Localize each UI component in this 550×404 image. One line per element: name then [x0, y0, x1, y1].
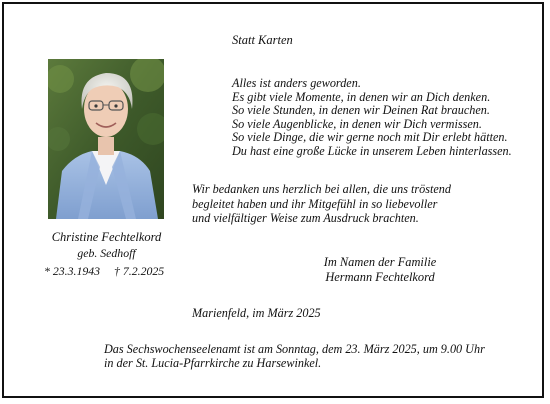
- poem-line: So viele Stunden, in denen wir Deinen Rat brauchen.: [232, 103, 490, 118]
- mass-line: Das Sechswochenseelenamt ist am Sonntag, dem 23. März 2025, um 9.00 Uhr: [104, 342, 485, 356]
- portrait-photo: [48, 59, 164, 219]
- birth-date: * 23.3.1943: [44, 264, 101, 278]
- birth-name: geb. Sedhoff: [77, 246, 136, 260]
- thanks-line: Wir bedanken uns herzlich bei allen, die uns tröstend: [192, 182, 451, 196]
- death-date: † 7.2.2025: [114, 264, 165, 278]
- life-dates: [44, 264, 164, 279]
- deceased-name-block: [40, 229, 173, 261]
- poem-line: Du hast eine große Lücke in unserem Leben hinterlassen.: [232, 143, 512, 158]
- family-signature: [290, 255, 470, 284]
- memorial-mass-notice: [104, 343, 485, 371]
- place-and-date: Marienfeld, im März 2025: [192, 306, 321, 320]
- mass-line: in der St. Lucia-Pfarrkirche zu Harsewinkel.: [104, 355, 322, 370]
- poem-line: Es gibt viele Momente, in denen wir an Dich denken.: [232, 89, 491, 104]
- thanks-line: begleitet haben und ihr Mitgefühl in so liebevoller: [192, 196, 438, 211]
- memorial-poem: [232, 77, 512, 159]
- thanks-paragraph: [192, 182, 451, 226]
- family-line: Im Namen der Familie: [323, 255, 437, 269]
- deceased-name: Christine Fechtelkord: [51, 230, 162, 244]
- poem-line: Alles ist anders geworden.: [232, 76, 361, 90]
- thanks-line: und vielfältiger Weise zum Ausdruck brachten.: [192, 211, 419, 225]
- family-line: Hermann Fechtelkord: [325, 269, 435, 284]
- notice-heading: Statt Karten: [232, 33, 293, 47]
- poem-line: So viele Dinge, die wir gerne noch mit Dir erlebt hätten.: [232, 130, 508, 145]
- poem-line: So viele Augenblicke, in denen wir Dich vermissen.: [232, 116, 482, 131]
